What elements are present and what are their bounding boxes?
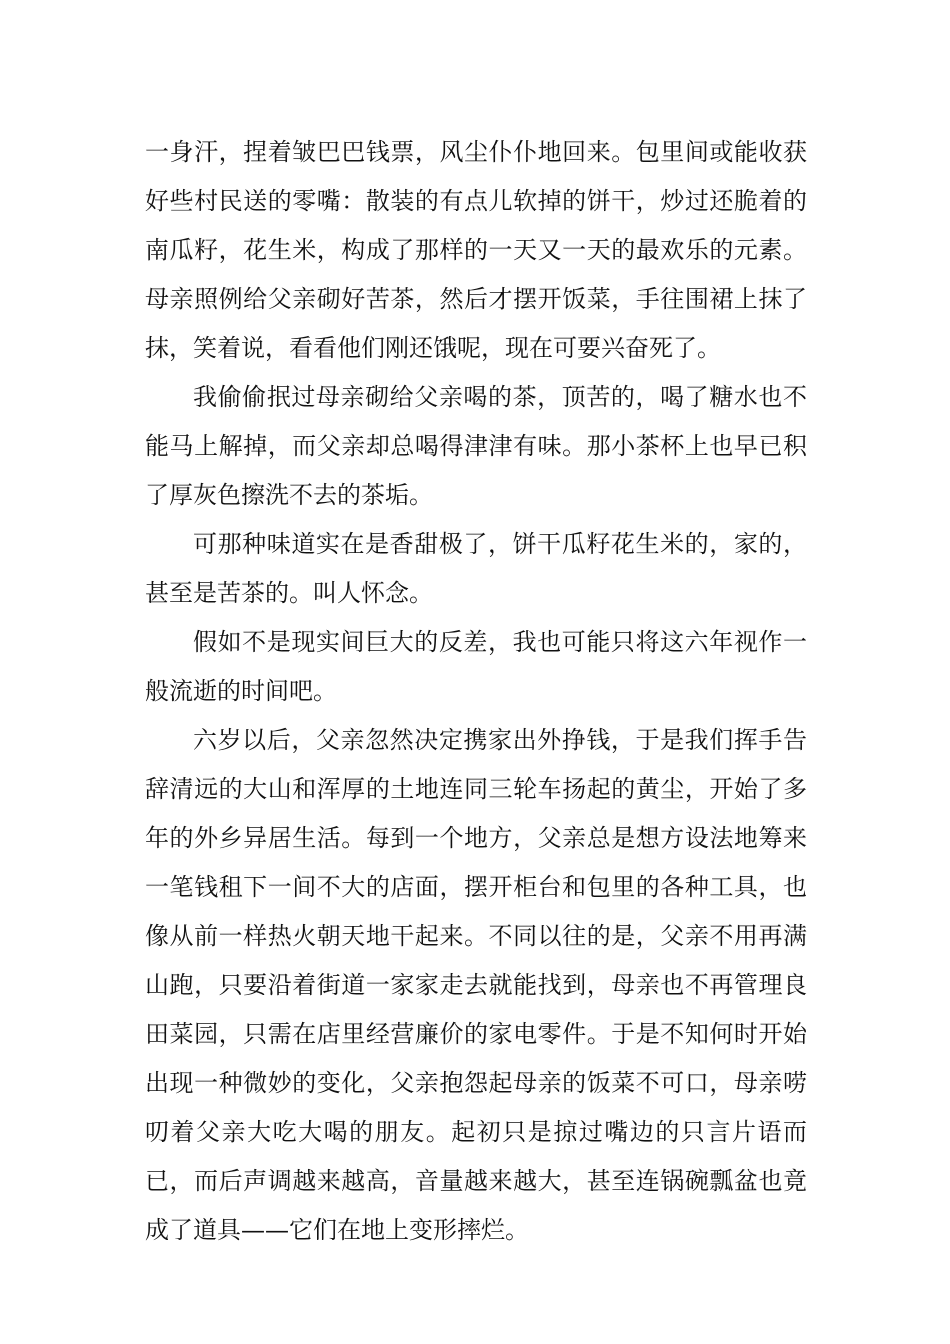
paragraph-4: 假如不是现实间巨大的反差，我也可能只将这六年视作一般流逝的时间吧。	[145, 628, 807, 705]
paragraph-5: 六岁以后，父亲忽然决定携家出外挣钱，于是我们挥手告辞清远的大山和浑厚的土地连同三轮车扬起的黄尘，开始了多年的外乡异居生活。每到一个地方，父亲总是想方设法地筹来一笔钱租下一间不大的店面，摆开柜台和包里的各种工具，也像从前一样热火朝天地干起来。不同以往的是，父亲不用再满山跑，只要沿着街道一家家走去就能找到，母亲也不再管理良田菜园，只需在店里经营廉价的家电零件。于是不知何时开始出现一种微妙的变化，父亲抱怨起母亲的饭菜不可口，母亲唠叨着父亲大吃大喝的朋友。起初只是掠过嘴边的只言片语而已，而后声调越来越高，音量越来越大，甚至连锅碗瓢盆也竟成了道具——它们在地上变形摔烂。	[145, 726, 807, 1244]
paragraph-2: 我偷偷抿过母亲砌给父亲喝的茶，顶苦的，喝了糖水也不能马上解掉，而父亲却总喝得津津有味。那小茶杯上也早已积了厚灰色擦洗不去的茶垢。	[145, 383, 807, 509]
paragraph-1: 一身汗，捏着皱巴巴钱票，风尘仆仆地回来。包里间或能收获好些村民送的零嘴：散装的有点儿软掉的饼干，炒过还脆着的南瓜籽，花生米，构成了那样的一天又一天的最欢乐的元素。母亲照例给父亲砌好苦茶，然后才摆开饭菜，手往围裙上抹了抹，笑着说，看看他们刚还饿呢，现在可要兴奋死了。	[145, 138, 807, 362]
body-text	[145, 128, 807, 1255]
paragraph-3: 可那种味道实在是香甜极了，饼干瓜籽花生米的，家的，甚至是苦茶的。叫人怀念。	[145, 530, 807, 607]
